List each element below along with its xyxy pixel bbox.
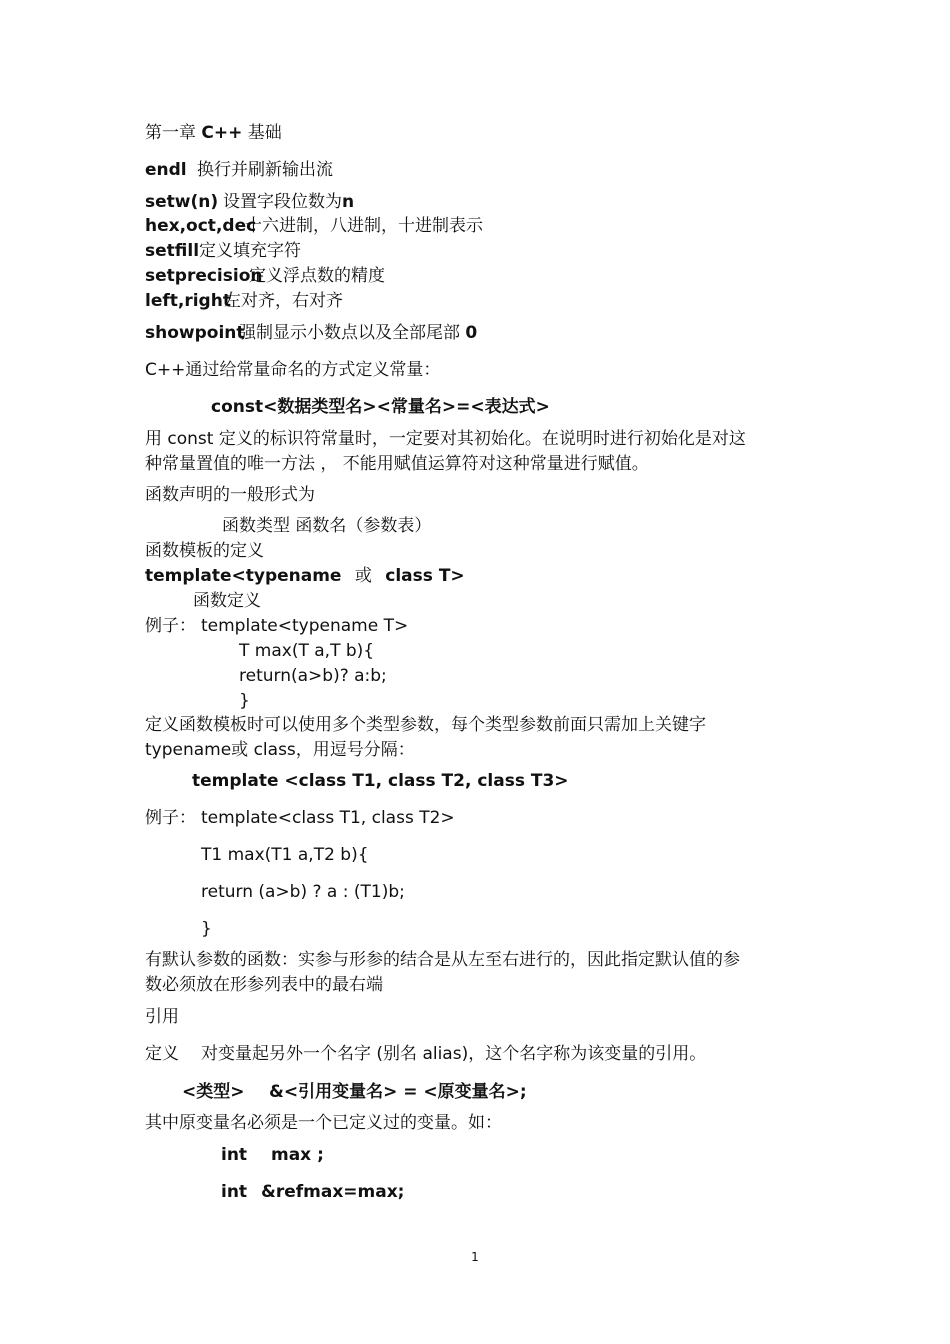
reference-definition: 定义 对变量起另外一个名字 (别名 alias)，这个名字称为该变量的引用。	[145, 1044, 707, 1064]
multi-param-syntax: template <class T1, class T2, class T3>	[192, 771, 569, 791]
template-syntax: template<typename 或 class T>	[145, 566, 465, 586]
chapter-heading: 第一章 C++ 基础	[145, 123, 282, 143]
example-code-line: return(a>b)? a:b;	[239, 666, 387, 686]
const-note-line1: 用 const 定义的标识符常量时，一定要对其初始化。在说明时进行初始化是对这	[145, 429, 746, 449]
example-label: 例子：	[145, 616, 196, 636]
manipulator-setprecision: setprecision定义浮点数的精度	[145, 266, 385, 286]
reference-syntax: <类型> &<引用变量名> = <原变量名>;	[182, 1082, 527, 1102]
manipulator-left-right: left,right左对齐，右对齐	[145, 291, 343, 311]
manipulator-hex-oct-dec: hex,oct,dec十六进制，八进制，十进制表示	[145, 216, 483, 236]
template-heading: 函数模板的定义	[145, 541, 264, 561]
const-intro: C++通过给常量命名的方式定义常量：	[145, 360, 441, 380]
const-note-line2: 种常量置值的唯一方法 ， 不能用赋值运算符对这种常量进行赋值。	[145, 454, 649, 474]
multi-param-line1: 定义函数模板时可以使用多个类型参数，每个类型参数前面只需加上关键字	[145, 715, 706, 735]
example2-code-line: return (a>b) ? a : (T1)b;	[201, 882, 405, 902]
manipulator-showpoint: showpoint强制显示小数点以及全部尾部 0	[145, 323, 478, 343]
const-syntax: const<数据类型名><常量名>=<表达式>	[211, 397, 550, 417]
example2-label: 例子：	[145, 808, 196, 828]
template-body: 函数定义	[193, 591, 261, 611]
manipulator-setw: setw(n) 设置字段位数为n	[145, 192, 355, 212]
example2-code-line: }	[201, 919, 212, 939]
multi-param-line2: typename或 class，用逗号分隔：	[145, 740, 415, 760]
reference-note: 其中原变量名必须是一个已定义过的变量。如：	[145, 1113, 502, 1133]
example-code-line: T max(T a,T b){	[239, 641, 375, 661]
default-params-line2: 数必须放在形参列表中的最右端	[145, 975, 383, 995]
function-decl-heading: 函数声明的一般形式为	[145, 485, 315, 505]
reference-heading: 引用	[145, 1007, 179, 1027]
example-code-line: template<typename T>	[201, 616, 409, 636]
reference-code-line: int max ;	[221, 1145, 324, 1165]
manipulator-setfill: setfill定义填充字符	[145, 241, 301, 261]
reference-code-line: int &refmax=max;	[221, 1182, 405, 1202]
example2-code-line: template<class T1, class T2>	[201, 808, 455, 828]
function-decl-form: 函数类型 函数名（参数表）	[222, 516, 432, 536]
default-params-line1: 有默认参数的函数：实参与形参的结合是从左至右进行的，因此指定默认值的参	[145, 950, 740, 970]
example-code-line: }	[239, 691, 250, 711]
manipulator-endl: endl 换行并刷新输出流	[145, 160, 333, 180]
example2-code-line: T1 max(T1 a,T2 b){	[201, 845, 369, 865]
page-number: 1	[471, 1250, 479, 1264]
